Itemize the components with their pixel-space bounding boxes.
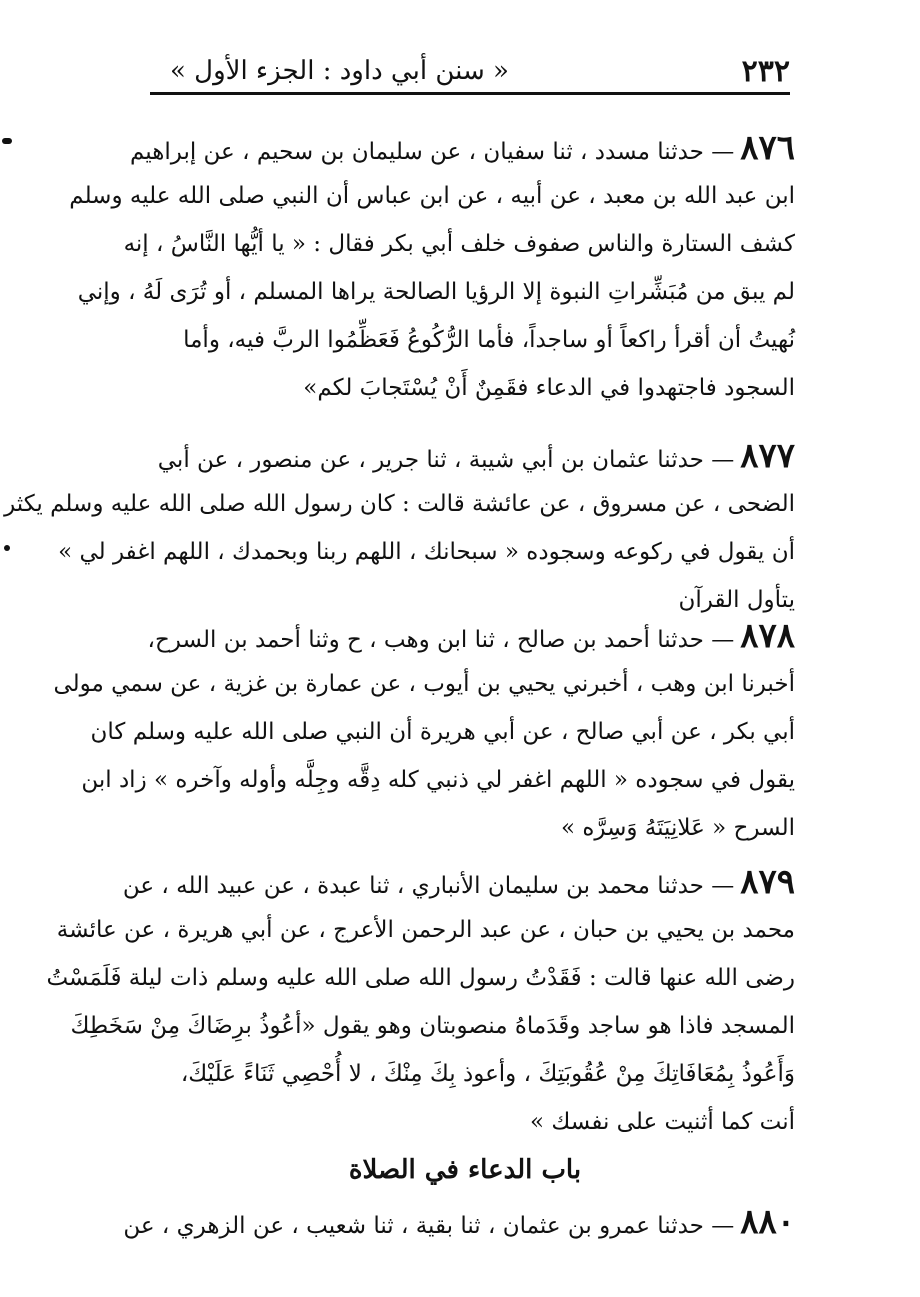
hadith-880 — [123, 1198, 795, 1246]
margin-mark — [4, 545, 10, 551]
hadith-line: نُهيتُ أن أقرأ راكعاً أو ساجداً، فأما الرُّكُوعُ فَعَظِّمُوا الربَّ فيه، وأما — [183, 327, 795, 353]
page-header — [150, 52, 790, 92]
hadith-number: ٨٧٩ — [740, 862, 795, 902]
hadith-line: يتأول القرآن — [678, 587, 795, 613]
hadith-line: أبي بكر ، عن أبي صالح ، عن أبي هريرة أن النبي صلى الله عليه وسلم كان — [90, 719, 795, 745]
hadith-line: محمد بن يحيي بن حبان ، عن عبد الرحمن الأعرج ، عن أبي هريرة ، عن عائشة — [56, 917, 795, 943]
page-number: ٢٣٢ — [741, 54, 790, 89]
hadith-line: الضحى ، عن مسروق ، عن عائشة قالت : كان رسول الله صلى الله عليه وسلم يكثر — [4, 491, 795, 517]
hadith-879 — [46, 858, 795, 1146]
hadith-number: ٨٨٠ — [740, 1202, 795, 1242]
hadith-line: أخبرنا ابن وهب ، أخبرني يحيي بن أيوب ، عن عمارة بن غزية ، عن سمي مولى — [53, 671, 795, 697]
margin-mark — [2, 138, 12, 144]
hadith-text: — حدثنا عمرو بن عثمان ، ثنا بقية ، ثنا شعيب ، عن الزهري ، عن — [123, 1213, 735, 1239]
hadith-number: ٨٧٧ — [740, 436, 795, 476]
hadith-878 — [53, 612, 795, 852]
hadith-line — [123, 1198, 795, 1246]
section-heading: باب الدعاء في الصلاة — [348, 1155, 582, 1185]
hadith-line: وَأَعُوذُ بِمُعَافَاتِكَ مِنْ عُقُوبَتِكَ ، وأعوذ بِكَ مِنْكَ ، لا أُحْصِي ثَنَاءً عَلَيْكَ، — [180, 1061, 795, 1087]
hadith-number: ٨٧٦ — [740, 128, 795, 168]
hadith-877 — [4, 432, 795, 624]
hadith-line: السجود فاجتهدوا في الدعاء فقَمِنٌ أَنْ يُسْتَجابَ لكم» — [303, 375, 795, 401]
hadith-line — [135, 432, 795, 480]
hadith-line: المسجد فاذا هو ساجد وقَدَماهُ منصوبتان وهو يقول «أعُوذُ برِضَاكَ مِنْ سَخَطِكَ — [70, 1013, 795, 1039]
running-title: « سنن أبي داود : الجزء الأول » — [170, 56, 509, 86]
hadith-text: — حدثنا مسدد ، ثنا سفيان ، عن سليمان بن سحيم ، عن إبراهيم — [129, 139, 735, 165]
hadith-876 — [69, 124, 795, 412]
hadith-line: رضى الله عنها قالت : فَقَدْتُ رسول الله صلى الله عليه وسلم ذات ليلة فَلَمَسْتُ — [46, 965, 795, 991]
hadith-text: — حدثنا عثمان بن أبي شيبة ، ثنا جرير ، عن منصور ، عن أبي — [157, 447, 735, 473]
hadith-line — [135, 612, 795, 660]
hadith-line: لم يبق من مُبَشِّراتِ النبوة إلا الرؤيا الصالحة يراها المسلم ، أو تُرَى لَهُ ، وإني — [77, 279, 795, 305]
hadith-line: أنت كما أثنيت على نفسك » — [530, 1109, 795, 1135]
hadith-number: ٨٧٨ — [740, 616, 795, 656]
hadith-line — [122, 858, 795, 906]
hadith-line: كشف الستارة والناس صفوف خلف أبي بكر فقال : « يا أيُّها النَّاسُ ، إنه — [123, 231, 795, 257]
header-rule — [150, 92, 790, 95]
hadith-text: — حدثنا محمد بن سليمان الأنباري ، ثنا عبدة ، عن عبيد الله ، عن — [122, 873, 735, 899]
hadith-line: ابن عبد الله بن معبد ، عن أبيه ، عن ابن عباس أن النبي صلى الله عليه وسلم — [69, 183, 795, 209]
hadith-line: السرح « عَلانِيَتَهُ وَسِرَّه » — [560, 815, 795, 841]
hadith-line — [129, 124, 795, 172]
hadith-line: يقول في سجوده « اللهم اغفر لي ذنبي كله دِقَّه وجِلَّه وأوله وآخره » زاد ابن — [81, 767, 795, 793]
hadith-line: أن يقول في ركوعه وسجوده « سبحانك ، اللهم ربنا وبحمدك ، اللهم اغفر لي » — [58, 539, 795, 565]
hadith-text: — حدثنا أحمد بن صالح ، ثنا ابن وهب ، ح وثنا أحمد بن السرح، — [147, 627, 735, 653]
